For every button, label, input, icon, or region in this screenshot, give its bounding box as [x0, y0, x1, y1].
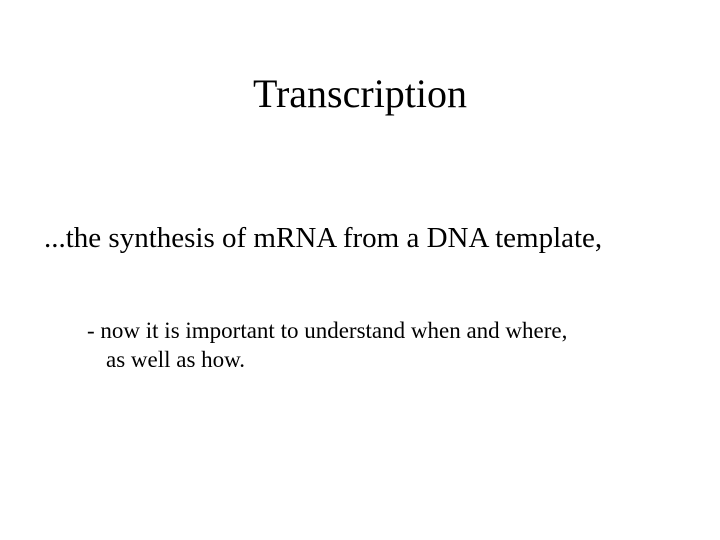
main-point-text: ...the synthesis of mRNA from a DNA template,: [44, 222, 603, 254]
sub-point-line-1: - now it is important to understand when and where,: [87, 318, 568, 343]
sub-point: [87, 316, 567, 374]
slide-title: Transcription: [252, 71, 468, 116]
sub-point-line-2: as well as how.: [106, 347, 246, 372]
